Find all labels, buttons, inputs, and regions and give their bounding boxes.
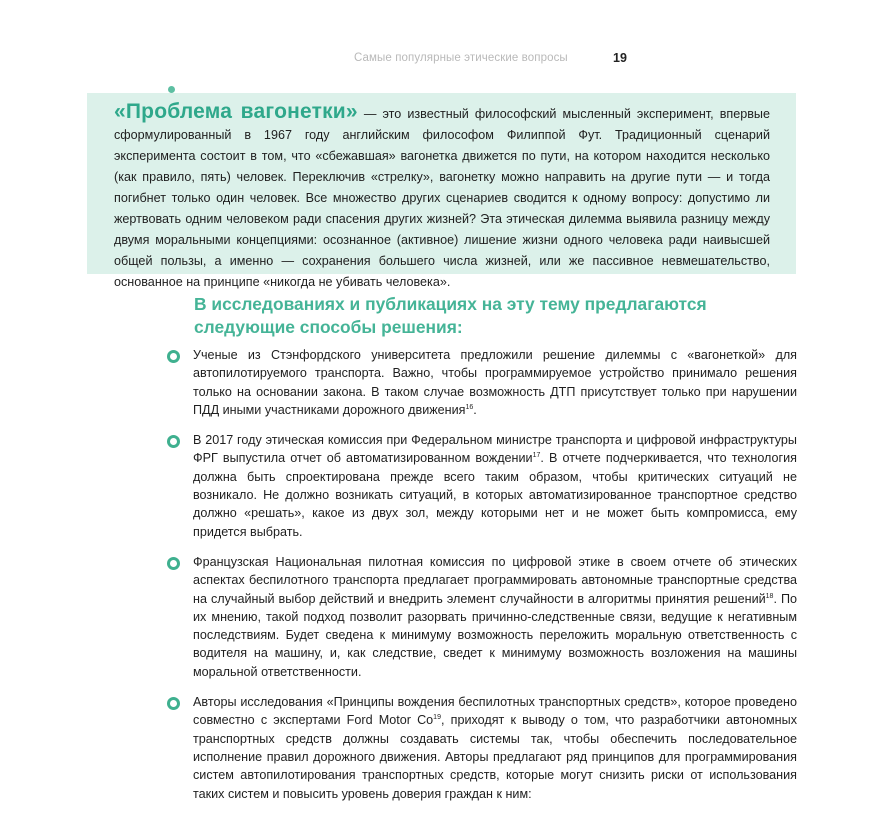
list-item-text-tail: . По их мнению, такой подход позволит разорвать причинно-следственные связи, ведущие к негативным последствиям. Будет сведена к минимуму возможность переложить моральную ответственность с водителя на машину, и, как следствие, сведет к минимуму возможность возложения на машины моральной ответственности.: [193, 591, 797, 679]
list-item: [0, 693, 797, 803]
list-item: [0, 553, 797, 681]
circle-bullet-icon: [167, 557, 180, 570]
list-item: [0, 431, 797, 541]
definition-callout: [87, 93, 796, 289]
circle-bullet-icon: [167, 435, 180, 448]
solutions-list: [0, 346, 881, 815]
list-item-text: Французская Национальная пилотная комиссия по цифровой этике в своем отчете об этических аспектах беспилотного транспорта предлагает программировать автономные транспортные средства на случайный выбор действий и внедрить элемент случайности в алгоритмы принятия решений: [193, 554, 797, 606]
callout-text: — это известный философский мысленный эксперимент, впервые сформулированный в 1967 году английским философом Филиппой Фут. Традиционный сценарий эксперимента состоит в том, что «сбежавшая» вагонетка движется по пути, на котором находится несколько (как правило, пять) человек. Переключив «стрелку», вагонетку можно направить на другие пути — и тогда погибнет только один человек. Все множество других сценариев сводится к одному вопросу: допустимо ли жертвовать одним человеком ради спасения других жизней? Эта этическая дилемма выявила разницу между двумя моральными концепциями: осознанное (активное) лишение жизни одного человека ради наивысшей общей пользы, а именно — сохранения большего числа жизней, или же пассивное невмешательство, основанное на принципе «никогда не убивать человека».: [114, 107, 770, 289]
footnote-ref: 18: [765, 592, 774, 600]
list-item: [0, 346, 797, 419]
section-heading: В исследованиях и публикациях на эту тему предлагаются следующие способы решения:: [194, 294, 707, 337]
list-item-text-tail: .: [473, 402, 477, 417]
footnote-ref: 19: [433, 714, 441, 722]
footnote-ref: 17: [532, 452, 541, 460]
footnote-ref: 16: [465, 403, 474, 411]
page-number: 19: [613, 51, 627, 65]
circle-bullet-icon: [167, 697, 180, 710]
decorative-dot-icon: [168, 86, 175, 93]
list-item-text: Ученые из Стэнфордского университета предложили решение дилеммы с «вагонеткой» для автопилотируемого транспорта. Важно, чтобы программируемое устройство принимало решения только на основании закона. В таком случае возможность ДТП присутствует только при нарушении ПДД иными участниками дорожного движения: [193, 348, 797, 417]
list-item-text-tail: . В отчете подчеркивается, что технология должна быть спроектирована прежде всего таким образом, чтобы критических ситуаций не возникало. Не должно возникать ситуаций, в которых автоматизированное транспортное средство должно «решать», какое из двух зол, между которыми нет и не может быть компромисса, ему придется выбрать.: [193, 451, 797, 539]
running-head-title: Самые популярные этические вопросы: [354, 52, 568, 64]
list-item-text-tail: , приходят к выводу о том, что разработчики автономных транспортных средств должны создавать системы так, чтобы обеспечить последовательное исполнение правил дорожного движения. Авторы предлагают ряд принципов для программирования систем автопилотирования транспортных средств, которые могут снизить риски от использования таких систем и повысить уровень доверия граждан к ним:: [193, 713, 797, 801]
callout-term: «Проблема вагонетки»: [114, 100, 358, 123]
list-item-text: Авторы исследования «Принципы вождения беспилотных транспортных средств», которое проведено совместно с экспертами Ford Motor Co: [193, 695, 797, 728]
circle-bullet-icon: [167, 350, 180, 363]
list-item-text: В 2017 году этическая комиссия при Федеральном министре транспорта и цифровой инфраструктуры ФРГ выпустила отчет об автоматизированном вождении: [193, 433, 797, 466]
